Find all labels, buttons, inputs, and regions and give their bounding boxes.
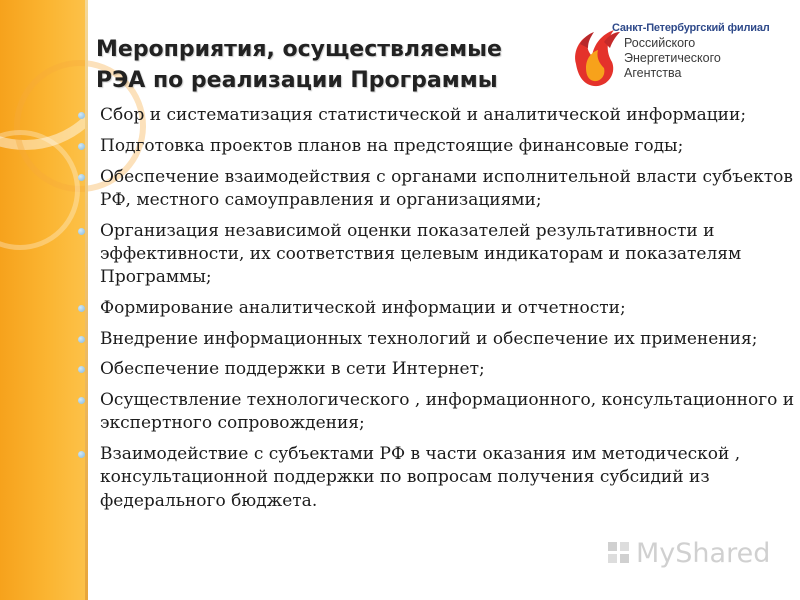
logo-branch-name: Санкт-Петербургский филиал — [612, 22, 770, 34]
list-item: Обеспечение поддержки в сети Интернет; — [78, 358, 800, 381]
logo-agency-line: Агентства — [624, 66, 682, 80]
decorative-left-band — [0, 0, 88, 600]
organization-logo — [570, 20, 780, 98]
slide-title — [96, 34, 566, 96]
list-item: Сбор и систематизация статистической и аналитической информации; — [78, 104, 800, 127]
watermark-text: MyShared — [636, 537, 771, 569]
bullet-list — [78, 104, 800, 520]
list-item: Подготовка проектов планов на предстоящие финансовые годы; — [78, 135, 800, 158]
watermark — [606, 536, 770, 570]
list-item: Внедрение информационных технологий и обеспечение их применения; — [78, 328, 800, 351]
list-item: Обеспечение взаимодействия с органами исполнительной власти субъектов РФ, местного самоуправления и организациями; — [78, 166, 800, 212]
logo-agency-line: Энергетического — [624, 51, 721, 65]
logo-agency-line: Российского — [624, 36, 696, 50]
list-item: Формирование аналитической информации и отчетности; — [78, 297, 800, 320]
myshared-logo-icon — [606, 540, 632, 566]
title-line: РЭА по реализации Программы — [96, 68, 498, 93]
list-item: Организация независимой оценки показателей результативности и эффективности, их соответствия целевым индикаторам и показателям Программы; — [78, 220, 800, 290]
title-line: Мероприятия, осуществляемые — [96, 37, 502, 62]
list-item: Взаимодействие с субъектами РФ в части оказания им методической , консультационной поддержки по вопросам получения субсидий из федерального бюджета. — [78, 443, 800, 513]
list-item: Осуществление технологического , информационного, консультационного и экспертного сопровождения; — [78, 389, 800, 435]
logo-text — [612, 20, 782, 81]
